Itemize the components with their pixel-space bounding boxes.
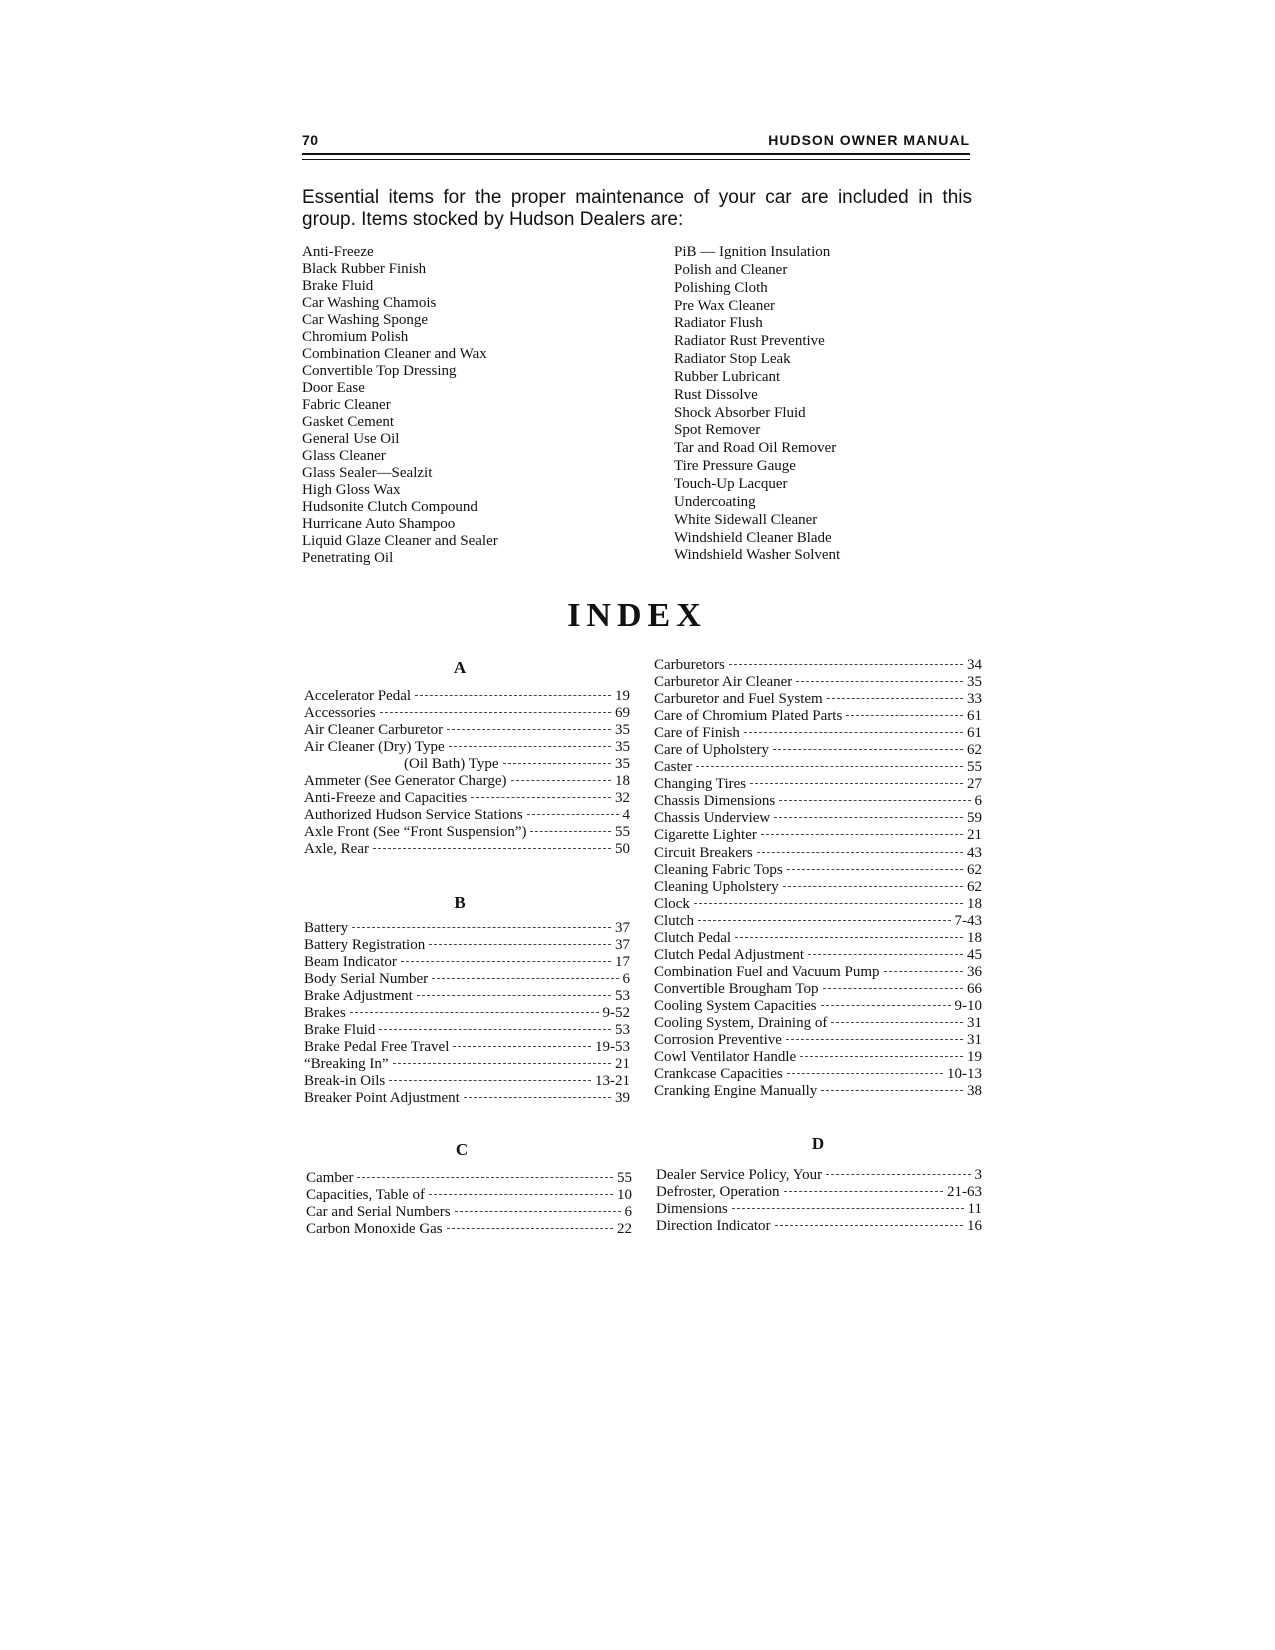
index-entry <box>654 879 982 896</box>
index-entry-term: Air Cleaner (Dry) Type <box>304 739 445 755</box>
dot-leader <box>357 1177 613 1178</box>
index-entry <box>654 1032 982 1049</box>
index-entry-page: 50 <box>615 841 630 857</box>
dot-leader <box>350 1012 599 1013</box>
index-entry-page: 11 <box>967 1201 982 1217</box>
index-entry-page: 3 <box>974 1167 982 1183</box>
dot-leader <box>750 783 963 784</box>
dot-leader <box>455 1211 621 1212</box>
index-entry-term: Care of Upholstery <box>654 742 769 759</box>
index-entry-term: Camber <box>306 1170 354 1186</box>
index-entry-page: 19 <box>615 688 630 704</box>
dot-leader <box>698 920 951 921</box>
dot-leader <box>826 1174 970 1175</box>
index-entry-term: Chassis Underview <box>654 810 771 827</box>
index-entry-term: Clock <box>654 895 690 912</box>
dot-leader <box>774 817 963 818</box>
index-entry-page: 19-53 <box>595 1039 630 1055</box>
index-entry <box>656 1218 982 1235</box>
index-entry-term: Carburetor and Fuel System <box>654 691 823 708</box>
index-entry-page: 10-13 <box>947 1066 982 1083</box>
index-entry-page: 31 <box>967 1014 982 1031</box>
supply-item: Spot Remover <box>674 422 761 439</box>
index-entry-term: Cigarette Lighter <box>654 827 757 844</box>
index-entry-term: (Oil Bath) Type <box>404 756 499 772</box>
dot-leader <box>379 1029 611 1030</box>
index-entry-term: Anti-Freeze and Capacities <box>304 790 468 806</box>
index-entry-term: Corrosion Preventive <box>654 1032 782 1049</box>
dot-leader <box>449 746 611 747</box>
index-entry-page: 53 <box>615 1022 630 1038</box>
dot-leader <box>389 1080 591 1081</box>
dot-leader <box>417 995 611 996</box>
dot-leader <box>447 1228 613 1229</box>
supply-item: Car Washing Sponge <box>302 312 429 328</box>
dot-leader <box>821 1005 951 1006</box>
dot-leader <box>464 1097 611 1098</box>
index-entry-term: Carburetor Air Cleaner <box>654 674 793 691</box>
index-entry <box>654 759 982 776</box>
dot-leader <box>773 749 963 750</box>
index-entry <box>304 722 630 739</box>
index-entry <box>654 708 982 725</box>
index-entry-page: 6 <box>624 1204 632 1220</box>
index-entry-page: 17 <box>615 954 630 970</box>
supply-item: Windshield Cleaner Blade <box>674 529 832 546</box>
index-entry-page: 43 <box>967 844 982 861</box>
index-entry-page: 62 <box>967 878 982 895</box>
index-entry-term: Crankcase Capacities <box>654 1066 783 1083</box>
index-entry-page: 35 <box>615 739 630 755</box>
supply-item: Hudsonite Clutch Compound <box>302 499 478 515</box>
index-entry-page: 21 <box>967 827 982 844</box>
index-entry-page: 18 <box>615 773 630 789</box>
index-entry <box>304 824 630 841</box>
index-entry-term: Cranking Engine Manually <box>654 1083 818 1100</box>
dot-leader <box>380 712 611 713</box>
supply-item: Brake Fluid <box>302 278 374 294</box>
index-entry <box>654 913 982 930</box>
index-entry <box>654 810 982 827</box>
dot-leader <box>453 1046 591 1047</box>
index-entry <box>304 1005 630 1022</box>
index-entry-page: 62 <box>967 861 982 878</box>
supply-item: Glass Sealer—Sealzit <box>302 465 433 481</box>
index-section-a <box>304 688 630 858</box>
dot-leader <box>779 800 970 801</box>
index-entry <box>654 981 982 998</box>
dot-leader <box>373 848 611 849</box>
supplies-list-left <box>302 244 662 567</box>
index-entry-page: 18 <box>967 929 982 946</box>
index-entry <box>656 1167 982 1184</box>
index-entry-term: Chassis Dimensions <box>654 793 776 810</box>
index-entry-term: Beam Indicator <box>304 954 397 970</box>
dot-leader <box>401 961 611 962</box>
dot-leader <box>786 1039 963 1040</box>
index-entry-page: 53 <box>615 988 630 1004</box>
dot-leader <box>432 978 618 979</box>
supply-item: Polish and Cleaner <box>674 261 788 278</box>
index-entry <box>654 674 982 691</box>
index-entry-term: Air Cleaner Carburetor <box>304 722 444 738</box>
index-entry-term: Axle Front (See “Front Suspension”) <box>304 824 527 840</box>
index-entry <box>656 1201 982 1218</box>
index-entry-term: Break-in Oils <box>304 1073 386 1089</box>
supply-item: Glass Cleaner <box>302 448 386 464</box>
index-entry-term: Convertible Brougham Top <box>654 980 819 997</box>
index-section-c-continued <box>654 657 982 1100</box>
index-entry-page: 45 <box>967 946 982 963</box>
index-entry-page: 32 <box>615 790 630 806</box>
index-entry-term: Direction Indicator <box>656 1218 771 1234</box>
index-entry-page: 22 <box>617 1221 632 1237</box>
supply-item: Fabric Cleaner <box>302 397 391 413</box>
index-entry-term: Clutch Pedal <box>654 929 732 946</box>
dot-leader <box>732 1208 964 1209</box>
index-entry <box>304 971 630 988</box>
index-entry-term: Dealer Service Policy, Your <box>656 1167 823 1183</box>
dot-leader <box>471 797 611 798</box>
index-entry-page: 18 <box>967 895 982 912</box>
dot-leader <box>729 664 963 665</box>
index-entry-page: 59 <box>967 810 982 827</box>
index-entry-page: 31 <box>967 1032 982 1049</box>
index-entry <box>654 725 982 742</box>
index-entry-term: Changing Tires <box>654 776 747 793</box>
index-entry <box>654 930 982 947</box>
supply-item: High Gloss Wax <box>302 482 401 498</box>
index-entry-page: 55 <box>617 1170 632 1186</box>
supply-item: Combination Cleaner and Wax <box>302 346 487 362</box>
page-number: 70 <box>302 132 319 148</box>
supply-item: Liquid Glaze Cleaner and Sealer <box>302 533 498 549</box>
supply-item: Black Rubber Finish <box>302 261 427 277</box>
dot-leader <box>696 766 963 767</box>
index-title: INDEX <box>567 597 707 634</box>
index-entry <box>654 964 982 981</box>
index-section-d <box>656 1167 982 1235</box>
supply-item: PiB — Ignition Insulation <box>674 244 831 260</box>
index-entry-term: Body Serial Number <box>304 971 429 987</box>
index-entry-page: 55 <box>967 759 982 776</box>
supply-item: Radiator Flush <box>674 315 763 332</box>
supply-item: Rubber Lubricant <box>674 368 781 385</box>
dot-leader <box>447 729 611 730</box>
index-entry-page: 55 <box>615 824 630 840</box>
supply-item: Penetrating Oil <box>302 550 394 566</box>
index-entry <box>304 920 630 937</box>
dot-leader <box>761 834 963 835</box>
page-header <box>302 132 970 154</box>
index-entry-page: 16 <box>967 1218 982 1234</box>
index-entry-term: Battery Registration <box>304 937 426 953</box>
section-letter-d: D <box>811 1134 825 1153</box>
supplies-list-right <box>674 244 1014 565</box>
index-entry <box>304 937 630 954</box>
index-entry-term: Battery <box>304 920 349 936</box>
index-entry-term: Clutch <box>654 912 694 929</box>
index-entry <box>654 1015 982 1032</box>
dot-leader <box>800 1056 963 1057</box>
supply-item: Chromium Polish <box>302 329 409 345</box>
index-entry-term: Dimensions <box>656 1201 728 1217</box>
dot-leader <box>821 1090 963 1091</box>
dot-leader <box>808 954 963 955</box>
dot-leader <box>415 695 611 696</box>
supply-item: Tire Pressure Gauge <box>674 458 796 475</box>
index-entry-page: 9-10 <box>954 997 982 1014</box>
index-entry-page: 13-21 <box>595 1073 630 1089</box>
index-entry-page: 6 <box>974 793 982 810</box>
index-entry-term: Brakes <box>304 1005 346 1021</box>
index-entry <box>654 691 982 708</box>
index-section-c <box>306 1170 632 1238</box>
dot-leader <box>527 814 619 815</box>
index-entry <box>304 1073 630 1090</box>
index-entry <box>656 1184 982 1201</box>
index-entry <box>304 1056 630 1073</box>
supply-item: Polishing Cloth <box>674 279 768 296</box>
index-entry <box>304 756 630 773</box>
index-entry-term: Accessories <box>304 705 376 721</box>
index-entry <box>654 657 982 674</box>
index-entry-term: Defroster, Operation <box>656 1184 780 1200</box>
dot-leader <box>784 1191 943 1192</box>
index-entry <box>306 1221 632 1238</box>
index-entry-page: 6 <box>622 971 630 987</box>
running-head: HUDSON OWNER MANUAL <box>768 132 970 148</box>
index-entry <box>304 705 630 722</box>
dot-leader <box>823 988 964 989</box>
index-entry-term: Brake Adjustment <box>304 988 413 1004</box>
index-entry-page: 34 <box>967 657 982 673</box>
index-entry <box>654 845 982 862</box>
index-entry <box>304 841 630 858</box>
supply-item: Hurricane Auto Shampoo <box>302 516 456 532</box>
index-entry-term: Authorized Hudson Service Stations <box>304 807 523 823</box>
supply-item: Car Washing Chamois <box>302 295 437 311</box>
index-entry-page: 35 <box>615 756 630 772</box>
dot-leader <box>530 831 611 832</box>
intro-paragraph: Essential items for the proper maintenance of your car are included in this group. Items stocked by Hudson Dealers are: <box>302 187 972 230</box>
index-entry-page: 38 <box>967 1083 982 1100</box>
supply-item: Pre Wax Cleaner <box>674 297 775 314</box>
index-entry-term: Axle, Rear <box>304 841 369 857</box>
index-entry-page: 21-63 <box>947 1184 982 1200</box>
supply-item: Radiator Rust Preventive <box>674 333 825 350</box>
supply-item: Undercoating <box>674 493 756 510</box>
index-entry-page: 37 <box>615 937 630 953</box>
supply-item: Shock Absorber Fluid <box>674 404 806 421</box>
index-entry-page: 33 <box>967 691 982 708</box>
index-entry-term: Car and Serial Numbers <box>306 1204 451 1220</box>
dot-leader <box>511 780 611 781</box>
dot-leader <box>827 698 963 699</box>
index-entry-term: Caster <box>654 759 693 776</box>
index-entry <box>654 1049 982 1066</box>
index-entry <box>304 688 630 705</box>
index-entry-page: 27 <box>967 776 982 793</box>
index-entry-term: Cooling System Capacities <box>654 997 817 1014</box>
index-entry-term: Care of Chromium Plated Parts <box>654 708 843 725</box>
index-entry <box>304 1039 630 1056</box>
index-entry-page: 21 <box>615 1056 630 1072</box>
dot-leader <box>694 903 963 904</box>
section-letter-a: A <box>453 658 467 677</box>
index-entry <box>654 947 982 964</box>
index-entry-term: Carburetors <box>654 657 725 673</box>
index-entry-page: 37 <box>615 920 630 936</box>
index-entry-term: Cleaning Fabric Tops <box>654 861 783 878</box>
index-entry-page: 39 <box>615 1090 630 1106</box>
index-entry-page: 61 <box>967 725 982 742</box>
index-section-b <box>304 920 630 1107</box>
dot-leader <box>429 1194 613 1195</box>
index-entry-page: 9-52 <box>602 1005 630 1021</box>
index-entry-term: Circuit Breakers <box>654 844 753 861</box>
dot-leader <box>757 852 963 853</box>
dot-leader <box>775 1225 963 1226</box>
index-entry-term: Brake Pedal Free Travel <box>304 1039 450 1055</box>
supply-item: Tar and Road Oil Remover <box>674 440 837 457</box>
dot-leader <box>744 732 963 733</box>
dot-leader <box>831 1022 963 1023</box>
header-rule-thin <box>302 159 970 160</box>
index-entry <box>654 1083 982 1100</box>
index-entry <box>306 1187 632 1204</box>
dot-leader <box>884 971 963 972</box>
index-entry <box>304 739 630 756</box>
index-entry-page: 35 <box>967 674 982 691</box>
index-entry <box>306 1170 632 1187</box>
index-entry <box>654 742 982 759</box>
index-entry <box>304 954 630 971</box>
index-entry-term: Ammeter (See Generator Charge) <box>304 773 507 789</box>
index-entry-term: Cleaning Upholstery <box>654 878 779 895</box>
dot-leader <box>787 1073 943 1074</box>
supply-item: White Sidewall Cleaner <box>674 511 818 528</box>
dot-leader <box>787 869 963 870</box>
index-entry-page: 4 <box>622 807 630 823</box>
index-entry-page: 7-43 <box>954 912 982 929</box>
index-entry <box>654 998 982 1015</box>
index-entry <box>306 1204 632 1221</box>
supply-item: Windshield Washer Solvent <box>674 547 841 564</box>
index-entry-term: Clutch Pedal Adjustment <box>654 946 804 963</box>
dot-leader <box>846 715 963 716</box>
index-entry-page: 19 <box>967 1049 982 1066</box>
index-entry <box>304 790 630 807</box>
index-entry-page: 36 <box>967 963 982 980</box>
index-entry <box>654 896 982 913</box>
index-entry <box>654 827 982 844</box>
dot-leader <box>735 937 963 938</box>
index-entry-page: 66 <box>967 980 982 997</box>
index-entry <box>654 793 982 810</box>
index-entry-term: Breaker Point Adjustment <box>304 1090 460 1106</box>
dot-leader <box>429 944 611 945</box>
dot-leader <box>503 763 612 764</box>
supply-item: Rust Dissolve <box>674 386 758 403</box>
index-entry-term: Carbon Monoxide Gas <box>306 1221 443 1237</box>
index-entry-page: 69 <box>615 705 630 721</box>
index-entry-term: Accelerator Pedal <box>304 688 412 704</box>
index-entry-term: Cowl Ventilator Handle <box>654 1049 797 1066</box>
supply-item: Radiator Stop Leak <box>674 351 791 368</box>
index-entry-term: Care of Finish <box>654 725 740 742</box>
dot-leader <box>352 927 611 928</box>
header-rule-thick <box>302 153 970 155</box>
index-entry <box>304 988 630 1005</box>
index-entry-page: 62 <box>967 742 982 759</box>
supply-item: Door Ease <box>302 380 365 396</box>
index-entry-term: “Breaking In” <box>304 1056 389 1072</box>
index-entry-page: 61 <box>967 708 982 725</box>
dot-leader <box>783 886 963 887</box>
section-letter-b: B <box>454 893 466 912</box>
dot-leader <box>796 681 963 682</box>
index-entry-term: Brake Fluid <box>304 1022 376 1038</box>
supply-item: General Use Oil <box>302 431 400 447</box>
index-entry <box>654 1066 982 1083</box>
index-entry-term: Cooling System, Draining of <box>654 1014 828 1031</box>
index-entry <box>654 776 982 793</box>
index-entry <box>304 1090 630 1107</box>
section-letter-c: C <box>455 1140 469 1159</box>
index-entry-page: 35 <box>615 722 630 738</box>
dot-leader <box>393 1063 611 1064</box>
index-entry-page: 10 <box>617 1187 632 1203</box>
index-entry <box>304 807 630 824</box>
supply-item: Anti-Freeze <box>302 244 374 260</box>
supply-item: Convertible Top Dressing <box>302 363 457 379</box>
supply-item: Touch-Up Lacquer <box>674 475 788 492</box>
index-entry <box>304 773 630 790</box>
index-entry <box>304 1022 630 1039</box>
index-entry-term: Capacities, Table of <box>306 1187 426 1203</box>
index-entry-term: Combination Fuel and Vacuum Pump <box>654 963 880 980</box>
index-entry <box>654 862 982 879</box>
supply-item: Gasket Cement <box>302 414 395 430</box>
